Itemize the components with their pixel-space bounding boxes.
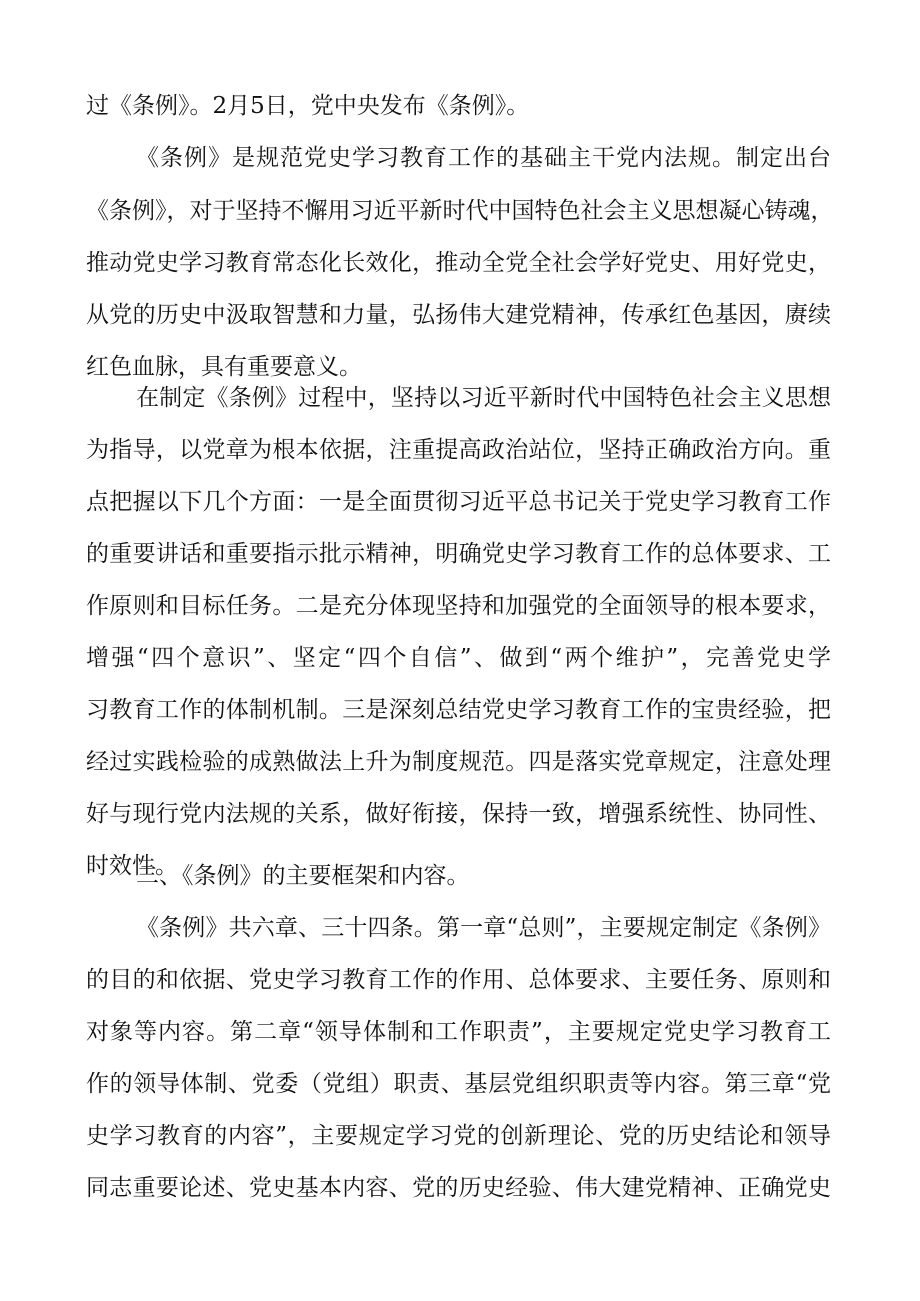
paragraph-line: 为指导，以党章为根本依据，注重提高政治站位，坚持正确政治方向。重 (86, 437, 831, 463)
paragraph-line: 推动党史学习教育常态化长效化，推动全党全社会学好党史、用好党史， (86, 250, 831, 276)
paragraph-line: 习教育工作的体制机制。三是深刻总结党史学习教育工作的宝贵经验，把 (86, 697, 831, 723)
paragraph-line: 史学习教育的内容”，主要规定学习党的创新理论、党的历史结论和领导 (86, 1123, 831, 1149)
paragraph-line: 《条例》，对于坚持不懈用习近平新时代中国特色社会主义思想凝心铸魂， (86, 198, 834, 224)
paragraph-line: 从党的历史中汲取智慧和力量，弘扬伟大建党精神，传承红色基因，赓续 (86, 302, 831, 328)
paragraph-line: 经过实践检验的成熟做法上升为制度规范。四是落实党章规定，注意处理 (86, 749, 831, 775)
paragraph-line: 增强“四个意识”、坚定“四个自信”、做到“两个维护”，完善党史学 (86, 645, 831, 671)
paragraph-line: 的目的和依据、党史学习教育工作的作用、总体要求、主要任务、原则和 (86, 967, 831, 993)
paragraph-line: 作的领导体制、党委（党组）职责、基层党组织职责等内容。第三章“党 (86, 1071, 831, 1097)
paragraph-line: 红色血脉，具有重要意义。 (86, 354, 362, 380)
paragraph-line: 点把握以下几个方面：一是全面贯彻习近平总书记关于党史学习教育工作 (86, 489, 831, 515)
paragraph-line: 好与现行党内法规的关系，做好衔接，保持一致，增强系统性、协同性、 (86, 801, 831, 827)
paragraph-line: 同志重要论述、党史基本内容、党的历史经验、伟大建党精神、正确党史 (86, 1175, 831, 1201)
section-heading: 二、《条例》的主要框架和内容。 (136, 863, 470, 889)
paragraph-line: 《条例》是规范党史学习教育工作的基础主干党内法规。制定出台 (136, 145, 831, 171)
paragraph-line: 的重要讲话和重要指示批示精神，明确党史学习教育工作的总体要求、工 (86, 541, 831, 567)
paragraph-line: 在制定《条例》过程中，坚持以习近平新时代中国特色社会主义思想 (136, 385, 831, 411)
paragraph-line: 时效性。 (86, 853, 178, 879)
paragraph-line: 对象等内容。第二章“领导体制和工作职责”，主要规定党史学习教育工 (86, 1019, 831, 1045)
paragraph-line: 过《条例》。2月5日，党中央发布《条例》。 (86, 93, 530, 119)
paragraph-line: 作原则和目标任务。二是充分体现坚持和加强党的全面领导的根本要求， (86, 593, 831, 619)
paragraph-line: 《条例》共六章、三十四条。第一章“总则”，主要规定制定《条例》 (136, 915, 831, 941)
